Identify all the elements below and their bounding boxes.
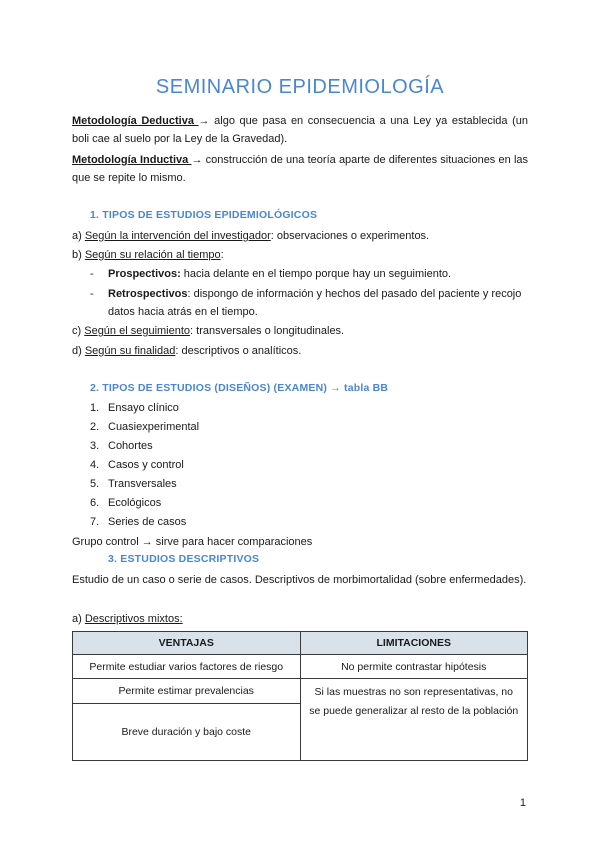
header-ventajas: VENTAJAS [73, 632, 301, 655]
table-cell-merged: Si las muestras no son representativas, no se puede generalizar al resto de la población [300, 679, 528, 761]
page-number: 1 [519, 797, 526, 809]
list-label: Series de casos [108, 516, 187, 528]
list-item [90, 494, 546, 512]
sub-prefix: a) [72, 613, 85, 625]
item-b-label: Según su relación al tiempo [84, 249, 221, 261]
item-a-text: : observaciones o experimentos. [270, 230, 430, 242]
section1-heading: 1. TIPOS DE ESTUDIOS EPIDEMIOLÓGICOS [90, 209, 318, 221]
text-inductive: construcción de una teoría aparte de diferentes situaciones en las que se repite lo mismo. [72, 154, 529, 184]
list-number: 4. [90, 459, 100, 471]
item-d-label: Según su finalidad [84, 345, 176, 357]
section3-text: Estudio de un caso o serie de casos. Descriptivos de morbimortalidad (sobre enfermedades). [72, 574, 527, 586]
section1-item-c [72, 322, 528, 340]
section2-heading: 2. TIPOS DE ESTUDIOS (DISEÑOS) (EXAMEN) → tabla BB [90, 382, 389, 394]
list-number: 1. [90, 402, 100, 414]
list-label: Ecológicos [108, 497, 162, 509]
term-retrospectivos: Retrospectivos [108, 288, 188, 300]
comparison-table [72, 631, 528, 761]
arrow-inductive: → [191, 154, 203, 166]
arrow-deductive: → [198, 115, 210, 127]
item-a-label: Según la intervención del investigador [84, 230, 271, 242]
list-item [90, 418, 546, 436]
list-label: Transversales [108, 478, 177, 490]
text-retrospectivos: : dispongo de información y hechos del pasado del paciente y recojo [187, 288, 522, 300]
list-label: Cohortes [108, 440, 153, 452]
item-c-prefix: c) [72, 325, 85, 337]
table-cell: Breve duración y bajo coste [73, 704, 301, 761]
text-deductive: algo que pasa en consecuencia a una Ley ya establecida (un boli cae al suelo por la Ley de la Gravedad). [72, 115, 528, 145]
list-number: 7. [90, 516, 100, 528]
table-cell: Permite estimar prevalencias [73, 679, 301, 704]
table-row [73, 679, 528, 704]
dash-retrospectivos: - [90, 288, 94, 300]
table-row [73, 655, 528, 679]
text-prospectivos: hacia delante en el tiempo porque hay un seguimiento. [180, 268, 452, 280]
header-limitaciones: LIMITACIONES [300, 632, 528, 655]
control-group-note: Grupo control → sirve para hacer comparaciones [72, 536, 313, 548]
list-label: Cuasiexperimental [108, 421, 200, 433]
list-label: Casos y control [108, 459, 184, 471]
item-d-prefix: d) [72, 345, 85, 357]
term-prospectivos: Prospectivos: [108, 268, 181, 280]
term-deductive: Metodología Deductiva [72, 115, 199, 127]
list-number: 2. [90, 421, 100, 433]
sub-label: Descriptivos mixtos: [84, 613, 183, 625]
item-a-prefix: a) [72, 230, 85, 242]
intro-inductive [72, 151, 528, 187]
section1-item-b [72, 246, 528, 264]
sub-retrospectivos-cont: datos hacia atrás en el tiempo. [108, 306, 258, 318]
list-item [90, 437, 546, 455]
list-item [90, 456, 546, 474]
item-c-text: : transversales o longitudinales. [190, 325, 345, 337]
section1-item-d [72, 342, 528, 360]
item-d-text: : descriptivos o analíticos. [175, 345, 302, 357]
list-number: 6. [90, 497, 100, 509]
section1-item-a [72, 227, 528, 245]
list-item [90, 475, 546, 493]
list-label: Ensayo clínico [108, 402, 179, 414]
dash-prospectivos: - [90, 268, 94, 280]
table-header-row [73, 632, 528, 655]
list-number: 5. [90, 478, 100, 490]
sub-retrospectivos [90, 285, 528, 303]
intro-deductive [72, 112, 528, 148]
table-cell: Permite estudiar varios factores de riesgo [73, 655, 301, 679]
list-item [90, 399, 546, 417]
item-b-prefix: b) [72, 249, 85, 261]
item-c-label: Según el seguimiento [84, 325, 191, 337]
list-number: 3. [90, 440, 100, 452]
section3-heading: 3. ESTUDIOS DESCRIPTIVOS [108, 553, 260, 565]
item-b-text: : [220, 249, 224, 261]
term-inductive: Metodología Inductiva [72, 154, 192, 166]
table-cell: No permite contrastar hipótesis [300, 655, 528, 679]
section3-sub [72, 610, 528, 628]
list-item [90, 513, 546, 531]
sub-prospectivos [90, 265, 528, 283]
page-title: SEMINARIO EPIDEMIOLOGÍA [155, 76, 445, 98]
